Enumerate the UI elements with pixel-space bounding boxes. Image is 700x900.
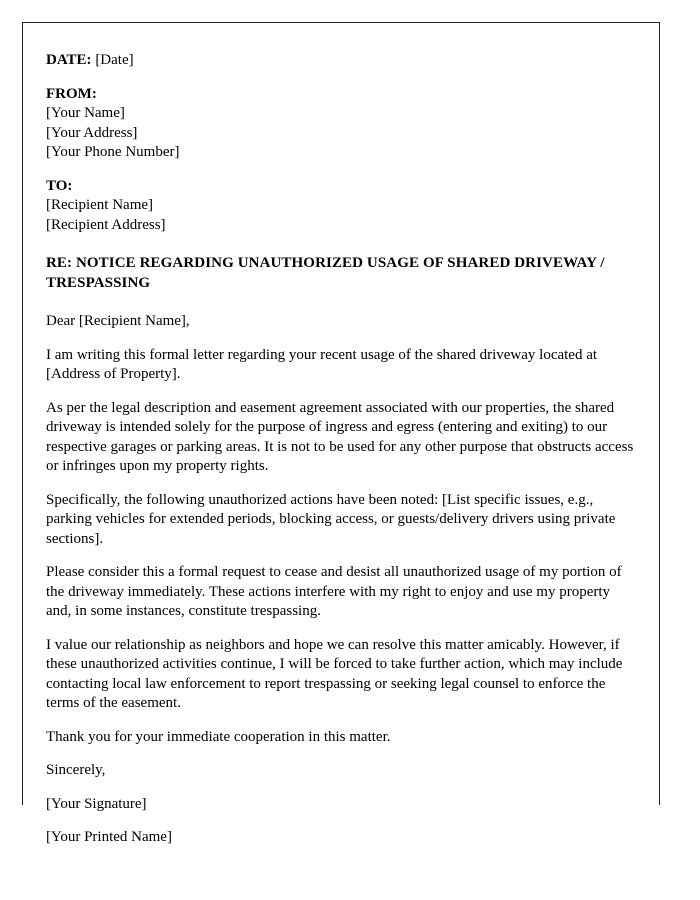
from-name: [Your Name]	[46, 105, 125, 121]
printed-name-text: [Your Printed Name]	[46, 829, 172, 845]
date-line	[46, 51, 637, 71]
paragraph-cease-and-desist: Please consider this a formal request to cease and desist all unauthorized usage of my portion of the driveway immediately. These actions interfere with my right to enjoy and use my property and, in some instances, constitute trespassing.	[46, 564, 622, 619]
subject-heading: RE: NOTICE REGARDING UNAUTHORIZED USAGE OF SHARED DRIVEWAY / TRESPASSING	[46, 255, 605, 291]
closing-salutation: Sincerely,	[46, 762, 106, 778]
printed-name-placeholder	[46, 828, 637, 845]
paragraph-easement-terms: As per the legal description and easement agreement associated with our properties, the shared driveway is intended solely for the purpose of ingress and egress (entering and exiting) to our respective garages or parking areas. It is not to be used for any other purpose that obstructs access or infringes upon my property rights.	[46, 399, 634, 474]
to-address: [Recipient Address]	[46, 216, 166, 233]
paragraph-escalation-notice: I value our relationship as neighbors and hope we can resolve this matter amicably. However, if these unauthorized activities continue, I will be forced to take further action, which may include contacting local law enforcement to report trespassing or seeking legal counsel to enforce the terms of the easement.	[46, 636, 623, 711]
letter-body	[23, 23, 659, 845]
signature-placeholder: [Your Signature]	[46, 795, 147, 812]
from-block	[46, 85, 637, 163]
paragraph-intro: I am writing this formal letter regarding your recent usage of the shared driveway located at [Address of Property].	[46, 346, 598, 382]
from-phone: [Your Phone Number]	[46, 144, 180, 160]
salutation: Dear [Recipient Name],	[46, 313, 190, 329]
date-value: [Date]	[95, 52, 134, 68]
paragraph-specific-violations: Specifically, the following unauthorized actions have been noted: [List specific issues, e.g., parking vehicles for extended periods, blocking access, or guests/delivery drivers using private sections].	[46, 491, 616, 547]
from-address: [Your Address]	[46, 124, 138, 141]
date-label: DATE:	[46, 52, 92, 68]
paragraph-thank-you: Thank you for your immediate cooperation in this matter.	[46, 728, 391, 745]
to-name: [Recipient Name]	[46, 197, 154, 213]
letter-page	[22, 22, 660, 845]
to-label: TO:	[46, 177, 73, 194]
to-block	[46, 177, 637, 236]
date-block	[46, 51, 637, 71]
from-label: FROM:	[46, 85, 97, 102]
